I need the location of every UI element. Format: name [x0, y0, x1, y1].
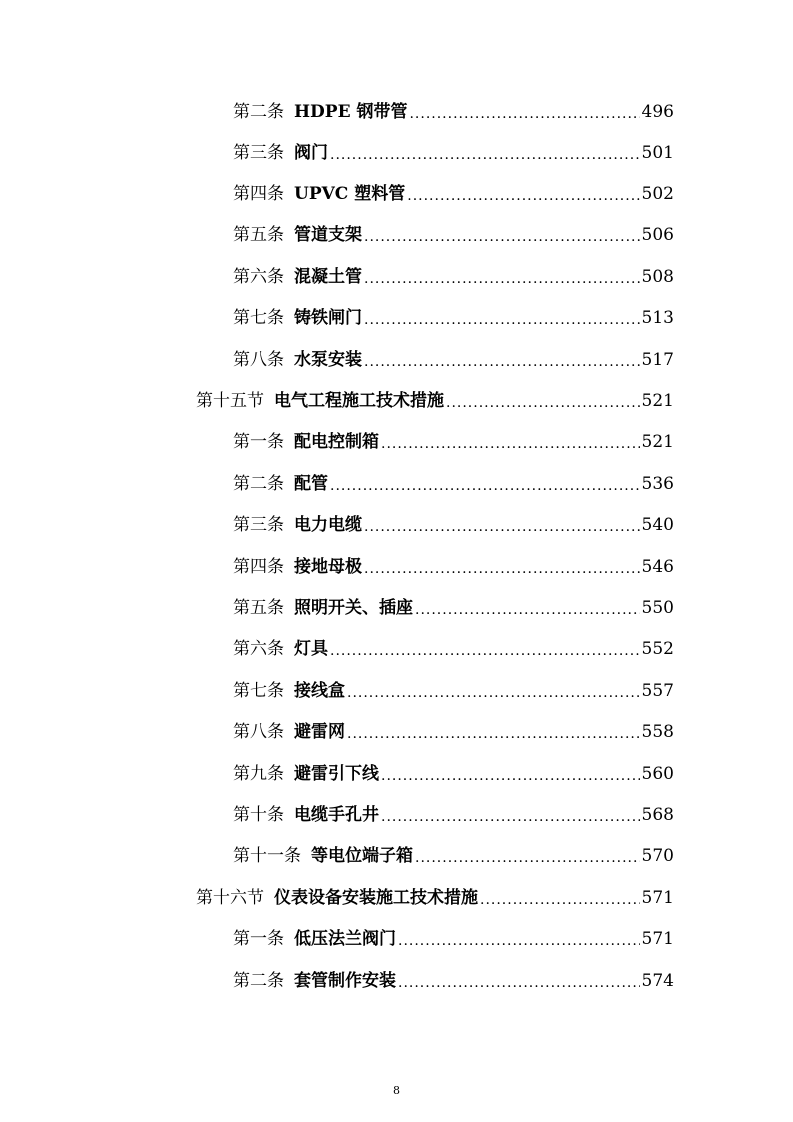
toc-entry-page: 502 — [641, 184, 674, 204]
toc-entry[interactable] — [233, 834, 674, 868]
toc-entry-title: 阀门 — [294, 143, 328, 163]
toc-entry-number: 第一条 — [233, 929, 284, 949]
dot-leader — [398, 973, 640, 993]
toc-entry-title: 灯具 — [294, 639, 328, 659]
toc-entry[interactable] — [233, 627, 674, 661]
toc-entry-number: 第二条 — [233, 971, 284, 991]
toc-entry-page: 552 — [641, 639, 674, 659]
dot-leader — [330, 641, 640, 661]
toc-entry-title: HDPE 钢带管 — [294, 102, 408, 122]
toc-entry-title: 套管制作安装 — [294, 971, 396, 991]
toc-entry-number: 第八条 — [233, 722, 284, 742]
toc-entry-number: 第三条 — [233, 515, 284, 535]
toc-section-entry[interactable] — [196, 876, 674, 910]
toc-entry-title: 配电控制箱 — [294, 432, 379, 452]
toc-entry-page: 574 — [641, 971, 674, 991]
toc-entry-number: 第五条 — [233, 598, 284, 618]
dot-leader — [330, 476, 640, 496]
dot-leader — [381, 434, 640, 454]
toc-entry-title: 管道支架 — [294, 225, 362, 245]
toc-entry-number: 第六条 — [233, 639, 284, 659]
toc-entry-page: 508 — [641, 267, 674, 287]
toc-entry-title: 低压法兰阀门 — [294, 929, 396, 949]
toc-entry[interactable] — [233, 338, 674, 372]
toc-entry-page: 568 — [641, 805, 674, 825]
dot-leader — [347, 683, 640, 703]
dot-leader — [364, 310, 640, 330]
toc-entry[interactable] — [233, 462, 674, 496]
toc-entry-title: 电缆手孔井 — [294, 805, 379, 825]
toc-entry-page: 540 — [641, 515, 674, 535]
dot-leader — [364, 269, 640, 289]
toc-entry-number: 第七条 — [233, 308, 284, 328]
toc-entry[interactable] — [233, 917, 674, 951]
toc-entry-number: 第三条 — [233, 143, 284, 163]
toc-entry-title: 避雷网 — [294, 722, 345, 742]
toc-entry-title: 电力电缆 — [294, 515, 362, 535]
toc-entry-title: 配管 — [294, 474, 328, 494]
toc-entry-page: 571 — [641, 929, 674, 949]
toc-entry[interactable] — [233, 959, 674, 993]
toc-entry-title: 接地母极 — [294, 557, 362, 577]
toc-entry-title: 照明开关、插座 — [294, 598, 413, 618]
dot-leader — [398, 931, 640, 951]
toc-entry-number: 第十五节 — [196, 391, 264, 411]
toc-entry-page: 546 — [641, 557, 674, 577]
dot-leader — [381, 766, 640, 786]
toc-entry-title: 接线盒 — [294, 681, 345, 701]
toc-entry[interactable] — [233, 503, 674, 537]
dot-leader — [364, 352, 640, 372]
toc-entry-page: 560 — [641, 764, 674, 784]
toc-entry-number: 第五条 — [233, 225, 284, 245]
toc-entry-number: 第九条 — [233, 764, 284, 784]
dot-leader — [409, 104, 639, 124]
toc-entry[interactable] — [233, 710, 674, 744]
dot-leader — [364, 559, 640, 579]
toc-entry-number: 第十六节 — [196, 888, 264, 908]
toc-entry-page: 570 — [641, 846, 674, 866]
toc-entry-title: UPVC 塑料管 — [294, 184, 406, 204]
toc-entry[interactable] — [233, 213, 674, 247]
toc-entry-title: 等电位端子箱 — [311, 846, 413, 866]
toc-entry[interactable] — [233, 420, 674, 454]
toc-entry-number: 第二条 — [233, 474, 284, 494]
dot-leader — [364, 517, 640, 537]
dot-leader — [330, 145, 640, 165]
page-number: 8 — [393, 1084, 400, 1097]
toc-entry-number: 第一条 — [233, 432, 284, 452]
toc-entry-number: 第十条 — [233, 805, 284, 825]
toc-entry-title: 铸铁闸门 — [294, 308, 362, 328]
toc-entry-title: 电气工程施工技术措施 — [274, 391, 444, 411]
dot-leader — [364, 227, 640, 247]
toc-entry[interactable] — [233, 90, 674, 124]
toc-entry-title: 仪表设备安装施工技术措施 — [274, 888, 478, 908]
dot-leader — [407, 186, 639, 206]
toc-entry-number: 第二条 — [233, 102, 284, 122]
toc-entry-page: 506 — [641, 225, 674, 245]
toc-entry-page: 571 — [641, 888, 674, 908]
toc-entry-number: 第十一条 — [233, 846, 301, 866]
dot-leader — [415, 848, 640, 868]
toc-entry[interactable] — [233, 793, 674, 827]
toc-entry-page: 513 — [641, 308, 674, 328]
toc-entry-page: 557 — [641, 681, 674, 701]
toc-entry[interactable] — [233, 255, 674, 289]
dot-leader — [381, 807, 640, 827]
toc-entry[interactable] — [233, 586, 674, 620]
dot-leader — [480, 890, 640, 910]
toc-entry-page: 517 — [641, 350, 674, 370]
toc-entry-page: 521 — [641, 391, 674, 411]
toc-entry-number: 第四条 — [233, 557, 284, 577]
toc-entry-page: 536 — [641, 474, 674, 494]
toc-entry-number: 第六条 — [233, 267, 284, 287]
toc-entry-page: 501 — [641, 143, 674, 163]
toc-entry-number: 第八条 — [233, 350, 284, 370]
dot-leader — [347, 724, 640, 744]
toc-entry-page: 521 — [641, 432, 674, 452]
toc-entry[interactable] — [233, 131, 674, 165]
toc-entry-page: 496 — [641, 102, 674, 122]
toc-entry-page: 550 — [641, 598, 674, 618]
toc-entry-title: 避雷引下线 — [294, 764, 379, 784]
toc-entry-title: 混凝土管 — [294, 267, 362, 287]
toc-entry-title: 水泵安装 — [294, 350, 362, 370]
toc-entry[interactable] — [233, 545, 674, 579]
toc-entry-number: 第七条 — [233, 681, 284, 701]
toc-entry[interactable] — [233, 669, 674, 703]
toc-section-entry[interactable] — [196, 379, 674, 413]
toc-entry[interactable] — [233, 752, 674, 786]
dot-leader — [415, 600, 640, 620]
toc-entry[interactable] — [233, 296, 674, 330]
toc-entry-number: 第四条 — [233, 184, 284, 204]
toc-entry-page: 558 — [641, 722, 674, 742]
dot-leader — [446, 393, 640, 413]
toc-entry[interactable] — [233, 172, 674, 206]
